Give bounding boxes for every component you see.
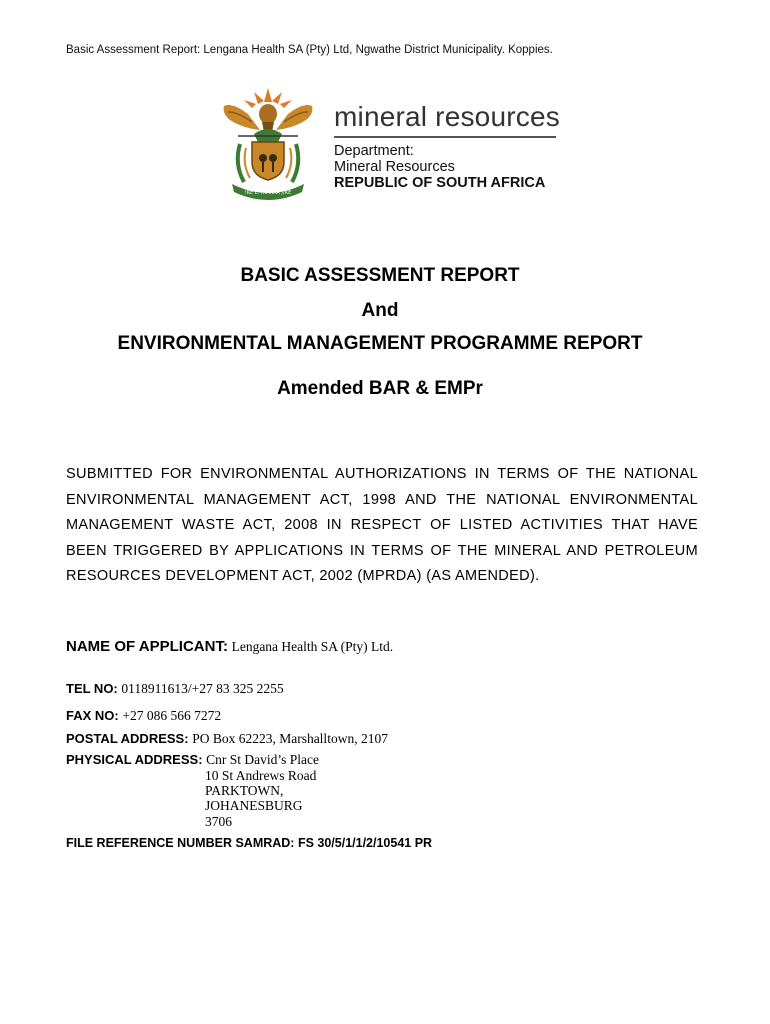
applicant-name-value: Lengana Health SA (Pty) Ltd. — [231, 639, 394, 654]
statement-line: RESOURCES DEVELOPMENT ACT, 2002 (MPRDA) (AS AMENDED). — [66, 568, 540, 584]
statement-line: MANAGEMENT WASTE ACT, 2008 IN RESPECT OF LISTED ACTIVITIES THAT HAVE — [66, 517, 698, 533]
postal-address-label: POSTAL ADDRESS: — [66, 731, 189, 746]
fax-value: +27 086 566 7272 — [122, 708, 222, 723]
report-amendment: Amended BAR & EMPr — [277, 378, 483, 399]
physical-address-field — [66, 752, 319, 768]
statement-line: BEEN TRIGGERED BY APPLICATIONS IN TERMS OF THE MINERAL AND PETROLEUM — [66, 542, 698, 559]
country-name: REPUBLIC OF SOUTH AFRICA — [334, 175, 546, 191]
file-reference — [66, 836, 432, 850]
emblem-motto: !KE E: /XARRA //KE — [244, 190, 292, 196]
report-title: BASIC ASSESSMENT REPORT — [240, 265, 520, 286]
brand-divider — [334, 136, 556, 138]
fax-label: FAX NO: — [66, 708, 119, 723]
department-logo — [218, 84, 578, 202]
postal-address-value: PO Box 62223, Marshalltown, 2107 — [192, 731, 388, 746]
tel-field — [66, 681, 284, 697]
physical-address-line: 10 St Andrews Road — [205, 768, 317, 783]
running-header: Basic Assessment Report: Lengana Health SA (Pty) Ltd, Ngwathe District Municipality. Koppies. — [66, 44, 553, 56]
physical-address-line: PARKTOWN, — [205, 783, 284, 798]
statement-line: ENVIRONMENTAL MANAGEMENT ACT, 1998 AND THE NATIONAL ENVIRONMENTAL — [66, 491, 698, 508]
department-name: Mineral Resources — [334, 159, 455, 175]
submission-statement — [66, 462, 698, 590]
brand-text — [334, 102, 560, 191]
department-label: Department: — [334, 143, 414, 159]
tel-label: TEL NO: — [66, 681, 118, 696]
file-reference-text: FILE REFERENCE NUMBER SAMRAD: FS 30/5/1/1/2/10541 PR — [66, 836, 433, 850]
tel-value: 0118911613/+27 83 325 2255 — [121, 681, 284, 696]
postal-address-field — [66, 731, 388, 747]
brand-name: mineral resources — [334, 101, 560, 132]
applicant-name-label: NAME OF APPLICANT: — [66, 638, 228, 655]
physical-address-line: JOHANESBURG — [205, 798, 303, 813]
fax-field — [66, 708, 221, 724]
physical-address-line: 3706 — [205, 814, 232, 829]
report-subtitle: ENVIRONMENTAL MANAGEMENT PROGRAMME REPORT — [117, 333, 643, 354]
physical-address-label: PHYSICAL ADDRESS: — [66, 752, 203, 767]
statement-line: SUBMITTED FOR ENVIRONMENTAL AUTHORIZATIONS IN TERMS OF THE NATIONAL — [66, 466, 698, 482]
applicant-name-field — [66, 638, 393, 655]
title-conjunction: And — [361, 300, 399, 321]
physical-address-line: Cnr St David’s Place — [206, 752, 320, 767]
coat-of-arms-emblem — [218, 84, 318, 200]
